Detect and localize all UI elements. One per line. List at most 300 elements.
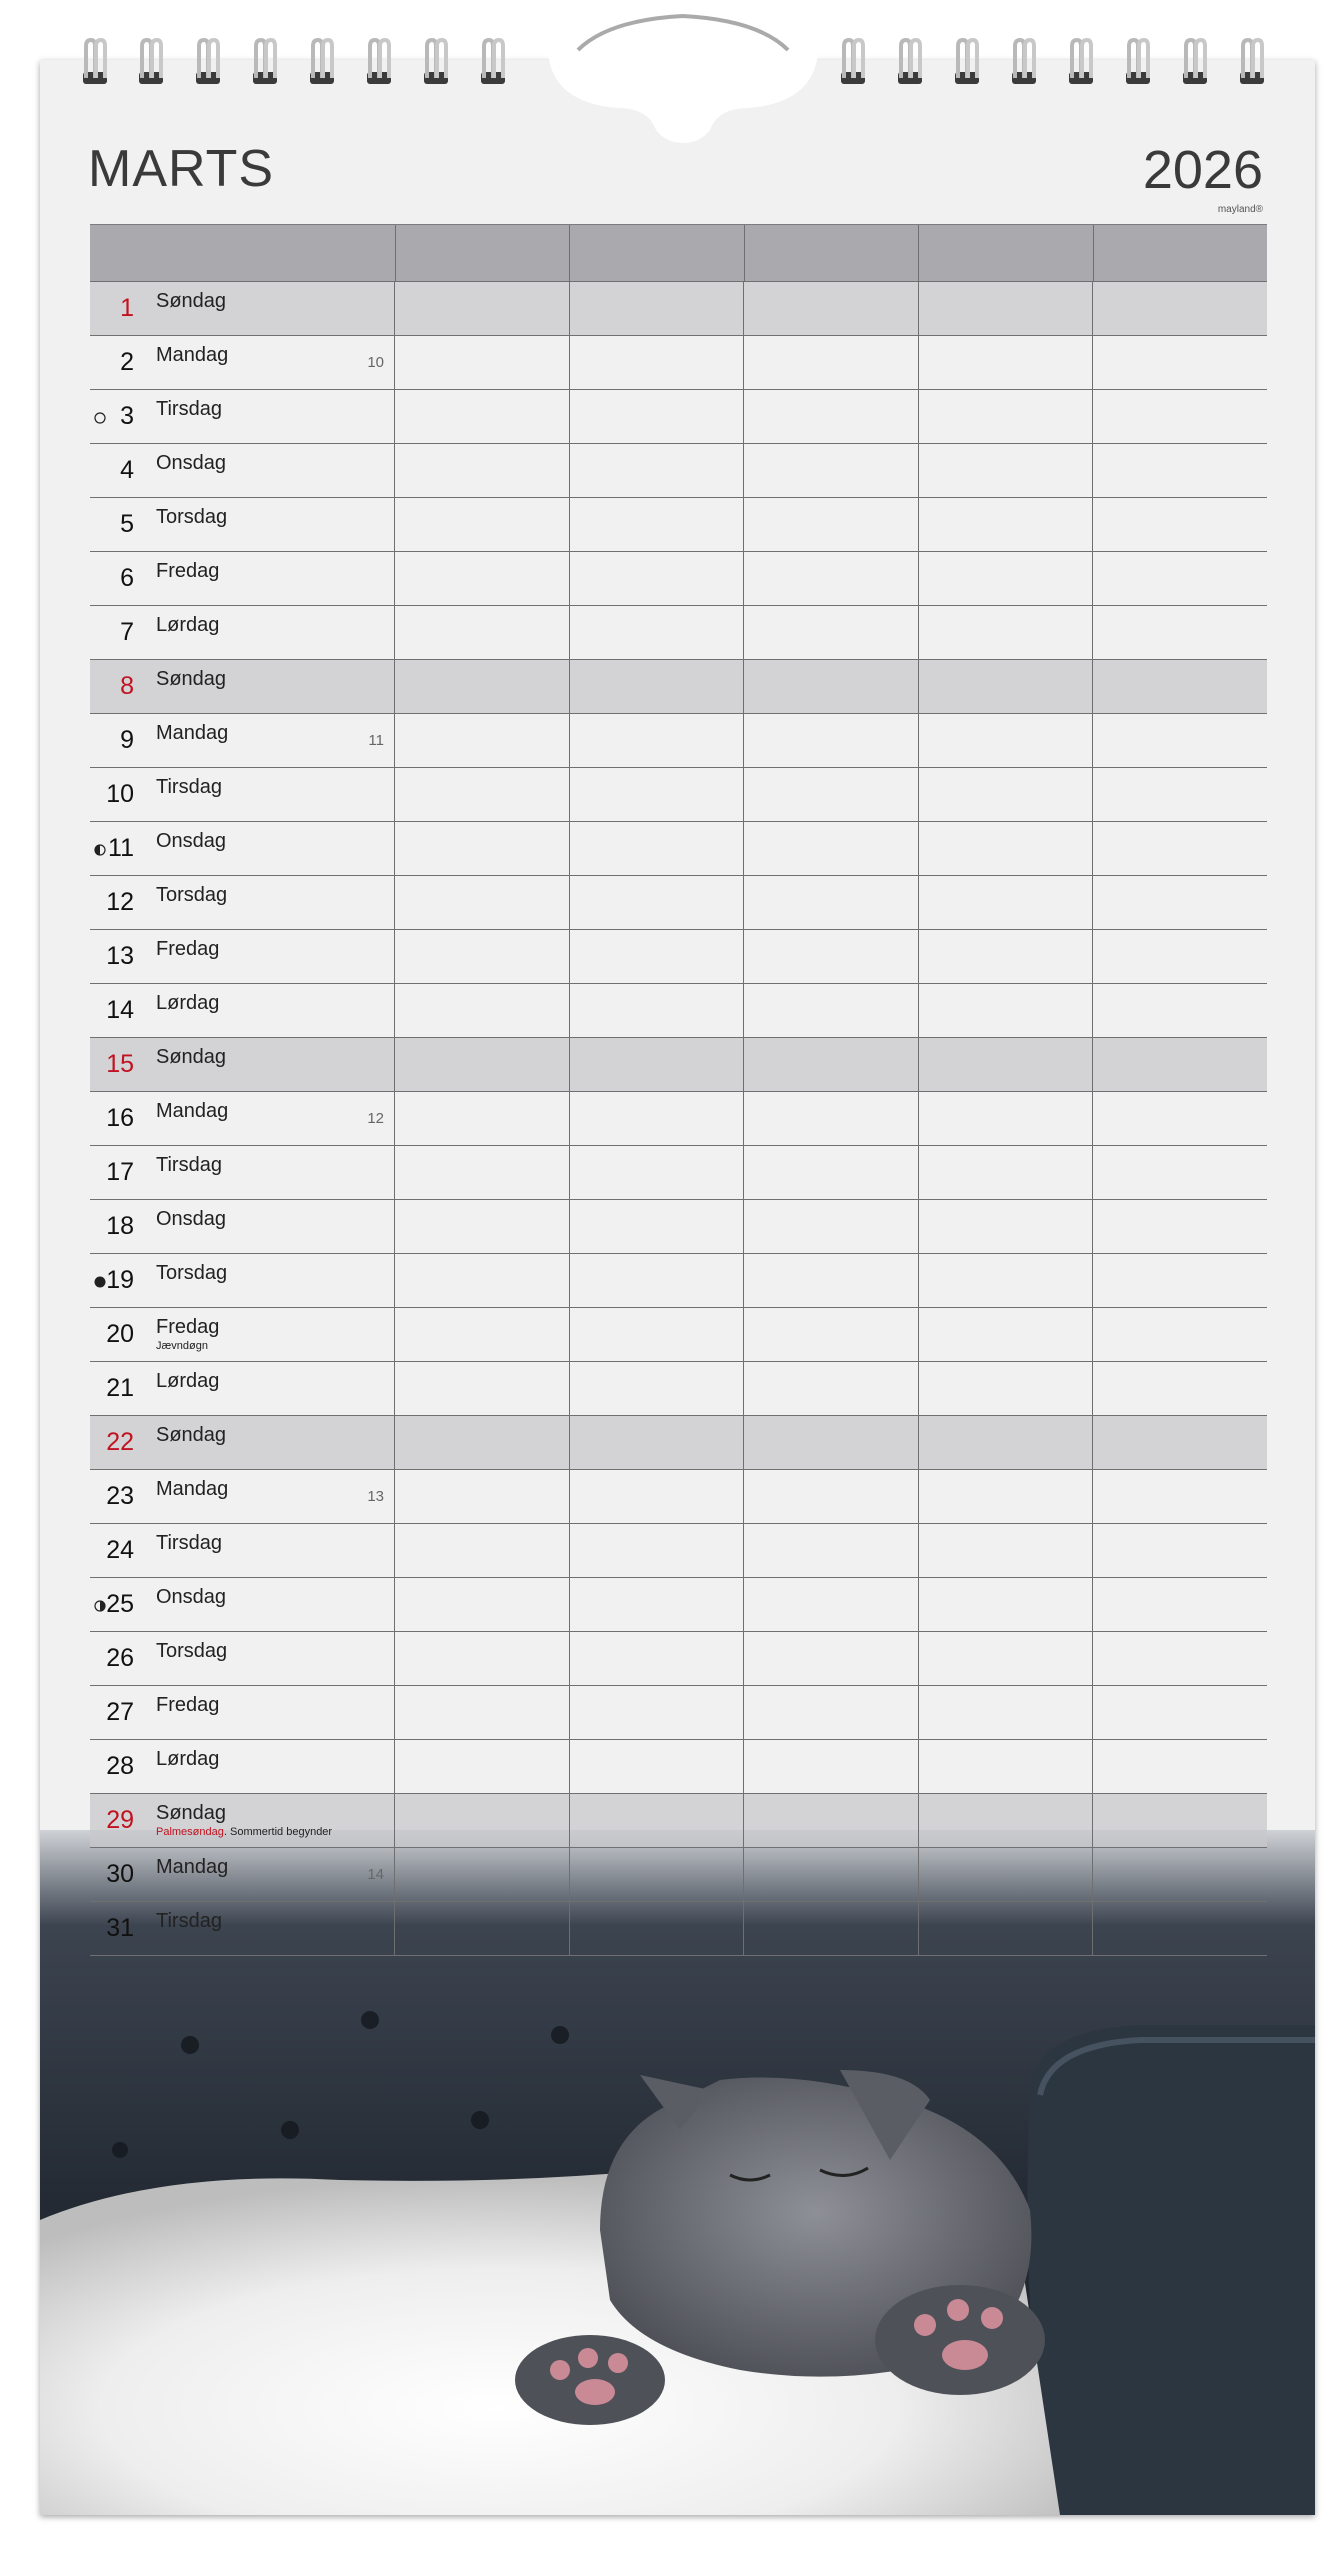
planner-cell[interactable] [744,1308,919,1361]
planner-cell[interactable] [919,1416,1094,1469]
weekday-label: Fredag [156,1694,220,1716]
weekday-label: Tirsdag [156,398,222,420]
day-row [90,1038,1267,1092]
planner-cell[interactable] [1093,552,1267,605]
person-column-header[interactable] [396,225,570,281]
planner-cell[interactable] [570,1416,745,1469]
planner-cell[interactable] [919,1146,1094,1199]
planner-cell[interactable] [395,1632,570,1685]
weekday-label: Onsdag [156,1586,227,1608]
person-column-header[interactable] [919,225,1093,281]
planner-cell[interactable] [1093,1578,1267,1631]
planner-cell[interactable] [1093,1902,1267,1955]
brand-logo: mayland® [1217,204,1263,215]
planner-cell[interactable] [570,930,745,983]
weekday-label: Søndag [156,1424,227,1446]
planner-cell[interactable] [744,1416,919,1469]
planner-cell[interactable] [744,1254,919,1307]
day-row [90,1902,1267,1956]
spiral-ring [1123,38,1153,100]
date-cell [90,1146,395,1199]
planner-cell[interactable] [919,390,1094,443]
day-number: 26 [106,1644,134,1672]
planner-cell[interactable] [1093,1794,1267,1847]
planner-cell[interactable] [1093,1362,1267,1415]
day-number: 3 [120,402,134,430]
planner-cell[interactable] [1093,1092,1267,1145]
planner-cell[interactable] [395,660,570,713]
planner-cell[interactable] [919,552,1094,605]
planner-cell[interactable] [570,606,745,659]
planner-cell[interactable] [1093,1254,1267,1307]
planner-cell[interactable] [395,1038,570,1091]
day-row [90,336,1267,390]
date-cell [90,714,395,767]
planner-cell[interactable] [1093,336,1267,389]
day-row [90,1200,1267,1254]
planner-cell[interactable] [570,1902,745,1955]
spiral-ring [364,38,394,100]
planner-cell[interactable] [744,930,919,983]
day-row [90,1146,1267,1200]
day-row [90,1740,1267,1794]
date-cell [90,498,395,551]
planner-cell[interactable] [744,1092,919,1145]
date-cell [90,1794,395,1847]
planner-cell[interactable] [1093,1146,1267,1199]
planner-cell[interactable] [919,1632,1094,1685]
day-number: 13 [106,942,134,970]
planner-cell[interactable] [570,822,745,875]
planner-cell[interactable] [919,444,1094,497]
weekday-label: Onsdag [156,452,227,474]
date-cell [90,552,395,605]
date-cell [90,1470,395,1523]
planner-cell[interactable] [570,1362,745,1415]
day-row [90,1794,1267,1848]
date-cell [90,1848,395,1901]
planner-cell[interactable] [570,1254,745,1307]
planner-cell[interactable] [570,660,745,713]
date-cell [90,444,395,497]
spiral-ring [1237,38,1267,100]
week-number: 10 [367,354,384,371]
planner-cell[interactable] [744,1146,919,1199]
day-number: 24 [106,1536,134,1564]
week-number: 12 [367,1110,384,1127]
weekday-label: Mandag [156,1856,229,1878]
planner-cell[interactable] [395,984,570,1037]
date-cell [90,1632,395,1685]
weekday-label: Tirsdag [156,1910,222,1932]
planner-cell[interactable] [919,1470,1094,1523]
week-number: 11 [368,732,384,749]
week-number: 13 [367,1488,384,1505]
planner-cell[interactable] [1093,444,1267,497]
planner-cell[interactable] [1093,498,1267,551]
date-cell [90,768,395,821]
planner-cell[interactable] [570,768,745,821]
planner-cell[interactable] [570,1740,745,1793]
planner-cell[interactable] [744,498,919,551]
planner-cell[interactable] [919,984,1094,1037]
planner-cell[interactable] [744,1578,919,1631]
day-number: 27 [106,1698,134,1726]
day-row [90,1470,1267,1524]
planner-cell[interactable] [1093,390,1267,443]
holiday-note: Palmesøndag [156,1826,224,1838]
planner-cell[interactable] [395,1308,570,1361]
planner-cell[interactable] [395,930,570,983]
planner-cell[interactable] [1093,1524,1267,1577]
planner-cell[interactable] [1093,606,1267,659]
date-column-header [90,225,396,281]
day-number: 1 [120,294,134,322]
planner-cell[interactable] [395,1092,570,1145]
date-cell [90,876,395,929]
day-number: 25 [106,1590,134,1618]
planner-cell[interactable] [744,1470,919,1523]
weekday-label: Mandag [156,1478,229,1500]
day-number: 22 [106,1428,134,1456]
day-number: 5 [120,510,134,538]
planner-cell[interactable] [570,1038,745,1091]
date-cell [90,1254,395,1307]
planner-cell[interactable] [1093,714,1267,767]
day-number: 11 [108,834,134,862]
planner-cell[interactable] [919,1902,1094,1955]
day-row [90,498,1267,552]
planner-cell[interactable] [919,1308,1094,1361]
planner-cell[interactable] [570,282,745,335]
day-row [90,876,1267,930]
planner-cell[interactable] [570,1632,745,1685]
planner-cell[interactable] [744,1902,919,1955]
column-header-row [90,224,1267,282]
day-number: 31 [106,1914,134,1942]
planner-cell[interactable] [919,1578,1094,1631]
planner-cell[interactable] [570,876,745,929]
planner-cell[interactable] [395,282,570,335]
planner-cell[interactable] [395,1362,570,1415]
day-row [90,1848,1267,1902]
weekday-label: Mandag [156,344,229,366]
planner-cell[interactable] [1093,1038,1267,1091]
planner-cell[interactable] [919,1038,1094,1091]
person-column-header[interactable] [570,225,744,281]
day-row [90,1092,1267,1146]
planner-cell[interactable] [395,1146,570,1199]
day-row [90,768,1267,822]
weekday-label: Mandag [156,1100,229,1122]
event-note: Jævndøgn [156,1340,208,1352]
day-number: 2 [120,348,134,376]
date-cell [90,282,395,335]
planner-cell[interactable] [744,660,919,713]
planner-cell[interactable] [395,876,570,929]
planner-cell[interactable] [395,1686,570,1739]
planner-cell[interactable] [1093,822,1267,875]
day-number: 19 [106,1266,134,1294]
date-cell [90,1578,395,1631]
weekday-label: Lørdag [156,1748,220,1770]
date-cell [90,1200,395,1253]
day-number: 16 [106,1104,134,1132]
day-number: 9 [120,726,134,754]
person-column-header[interactable] [1094,225,1267,281]
day-number: 29 [106,1806,134,1834]
weekday-label: Søndag [156,668,227,690]
planner-cell[interactable] [570,1578,745,1631]
planner-cell[interactable] [744,1200,919,1253]
planner-cell[interactable] [395,606,570,659]
date-cell [90,390,395,443]
planner-cell[interactable] [744,768,919,821]
planner-cell[interactable] [744,1038,919,1091]
planner-cell[interactable] [744,984,919,1037]
month-title: MARTS [88,140,275,198]
week-number: 14 [367,1866,384,1883]
planner-cell[interactable] [1093,282,1267,335]
planner-cell[interactable] [395,1848,570,1901]
planner-cell[interactable] [570,984,745,1037]
day-number: 15 [106,1050,134,1078]
planner-cell[interactable] [744,1848,919,1901]
spiral-ring [193,38,223,100]
planner-cell[interactable] [570,1146,745,1199]
planner-cell[interactable] [395,1470,570,1523]
planner-cell[interactable] [744,1686,919,1739]
weekday-label: Søndag [156,1046,227,1068]
date-cell [90,660,395,713]
planner-cell[interactable] [919,282,1094,335]
day-number: 12 [106,888,134,916]
planner-cell[interactable] [570,552,745,605]
planner-cell[interactable] [395,1794,570,1847]
day-row [90,606,1267,660]
weekday-label: Mandag [156,722,229,744]
planner-cell[interactable] [919,1362,1094,1415]
spiral-ring [895,38,925,100]
planner-cell[interactable] [919,714,1094,767]
day-number: 21 [106,1374,134,1402]
planner-cell[interactable] [570,1524,745,1577]
day-row [90,984,1267,1038]
day-row [90,930,1267,984]
date-cell [90,1524,395,1577]
planner-cell[interactable] [395,768,570,821]
date-cell [90,1362,395,1415]
weekday-label: Lørdag [156,992,220,1014]
planner-cell[interactable] [919,1686,1094,1739]
day-number: 14 [106,996,134,1024]
date-cell [90,930,395,983]
day-number: 30 [106,1860,134,1888]
day-note [156,1826,332,1838]
spiral-ring [952,38,982,100]
planner-cell[interactable] [570,390,745,443]
planner-cell[interactable] [395,1200,570,1253]
planner-cell[interactable] [1093,1470,1267,1523]
date-cell [90,1308,395,1361]
planner-cell[interactable] [919,498,1094,551]
planner-cell[interactable] [1093,876,1267,929]
day-row [90,660,1267,714]
planner-cell[interactable] [744,1794,919,1847]
day-number: 18 [106,1212,134,1240]
planner-cell[interactable] [744,444,919,497]
planner-cell[interactable] [570,1470,745,1523]
planner-grid [90,224,1267,1956]
day-row [90,1308,1267,1362]
planner-cell[interactable] [744,1362,919,1415]
date-cell [90,984,395,1037]
planner-cell[interactable] [744,822,919,875]
planner-cell[interactable] [1093,1308,1267,1361]
planner-cell[interactable] [919,1848,1094,1901]
day-number: 7 [120,618,134,646]
planner-cell[interactable] [570,1686,745,1739]
planner-cell[interactable] [919,930,1094,983]
day-row [90,390,1267,444]
planner-cell[interactable] [919,660,1094,713]
planner-cell[interactable] [395,822,570,875]
planner-cell[interactable] [570,1308,745,1361]
planner-cell[interactable] [919,336,1094,389]
planner-cell[interactable] [744,1632,919,1685]
planner-cell[interactable] [919,1092,1094,1145]
planner-cell[interactable] [919,822,1094,875]
day-row [90,1686,1267,1740]
planner-cell[interactable] [395,1740,570,1793]
planner-cell[interactable] [395,498,570,551]
planner-cell[interactable] [919,1254,1094,1307]
weekday-label: Torsdag [156,506,228,528]
day-note [156,1340,208,1352]
planner-cell[interactable] [570,1794,745,1847]
date-cell [90,1902,395,1955]
day-number: 28 [106,1752,134,1780]
year-title: 2026 [1142,140,1263,200]
planner-cell[interactable] [1093,660,1267,713]
weekday-label: Fredag [156,938,220,960]
person-column-header[interactable] [745,225,919,281]
planner-cell[interactable] [1093,768,1267,821]
spiral-ring [1009,38,1039,100]
planner-cell[interactable] [1093,1200,1267,1253]
planner-cell[interactable] [570,336,745,389]
date-cell [90,1416,395,1469]
planner-cell[interactable] [395,1416,570,1469]
day-number: 20 [106,1320,134,1348]
planner-cell[interactable] [570,1848,745,1901]
planner-cell[interactable] [919,1200,1094,1253]
planner-cell[interactable] [1093,984,1267,1037]
planner-cell[interactable] [919,876,1094,929]
weekday-label: Torsdag [156,1640,228,1662]
planner-cell[interactable] [744,336,919,389]
planner-cell[interactable] [744,552,919,605]
planner-cell[interactable] [395,1524,570,1577]
date-cell [90,822,395,875]
weekday-label: Lørdag [156,1370,220,1392]
spiral-ring [136,38,166,100]
planner-cell[interactable] [744,282,919,335]
spiral-ring [478,38,508,100]
planner-cell[interactable] [1093,1740,1267,1793]
planner-cell[interactable] [744,1524,919,1577]
planner-cell[interactable] [570,444,745,497]
day-number: 23 [106,1482,134,1510]
planner-cell[interactable] [919,606,1094,659]
weekday-label: Fredag [156,560,220,582]
spiral-ring [250,38,280,100]
day-row [90,1524,1267,1578]
planner-cell[interactable] [395,552,570,605]
planner-cell[interactable] [1093,1848,1267,1901]
planner-cell[interactable] [744,606,919,659]
weekday-label: Tirsdag [156,776,222,798]
weekday-label: Tirsdag [156,1532,222,1554]
planner-cell[interactable] [395,444,570,497]
day-number: 6 [120,564,134,592]
planner-cell[interactable] [919,1524,1094,1577]
date-cell [90,606,395,659]
planner-cell[interactable] [744,390,919,443]
planner-cell[interactable] [395,1254,570,1307]
weekday-label: Søndag [156,290,227,312]
day-row [90,282,1267,336]
spiral-ring [307,38,337,100]
planner-cell[interactable] [395,1578,570,1631]
weekday-label: Søndag [156,1802,227,1824]
weekday-label: Onsdag [156,830,227,852]
planner-cell[interactable] [395,390,570,443]
planner-cell[interactable] [919,1740,1094,1793]
weekday-label: Fredag [156,1316,220,1338]
day-row [90,444,1267,498]
planner-cell[interactable] [570,1092,745,1145]
planner-cell[interactable] [395,336,570,389]
day-row [90,1416,1267,1470]
day-number: 10 [106,780,134,808]
planner-cell[interactable] [919,1794,1094,1847]
planner-cell[interactable] [744,1740,919,1793]
weekday-label: Torsdag [156,1262,228,1284]
planner-cell[interactable] [1093,1632,1267,1685]
planner-cell[interactable] [570,498,745,551]
planner-cell[interactable] [570,1200,745,1253]
planner-cell[interactable] [1093,1416,1267,1469]
planner-cell[interactable] [1093,1686,1267,1739]
planner-cell[interactable] [919,768,1094,821]
planner-cell[interactable] [395,714,570,767]
planner-cell[interactable] [395,1902,570,1955]
planner-cell[interactable] [1093,930,1267,983]
spiral-ring [838,38,868,100]
day-row [90,1578,1267,1632]
planner-cell[interactable] [744,876,919,929]
spiral-binding [0,38,1331,108]
weekday-label: Tirsdag [156,1154,222,1176]
day-rows [90,282,1267,1956]
day-row [90,822,1267,876]
day-row [90,552,1267,606]
planner-cell[interactable] [744,714,919,767]
weekday-label: Lørdag [156,614,220,636]
planner-cell[interactable] [570,714,745,767]
date-cell [90,336,395,389]
